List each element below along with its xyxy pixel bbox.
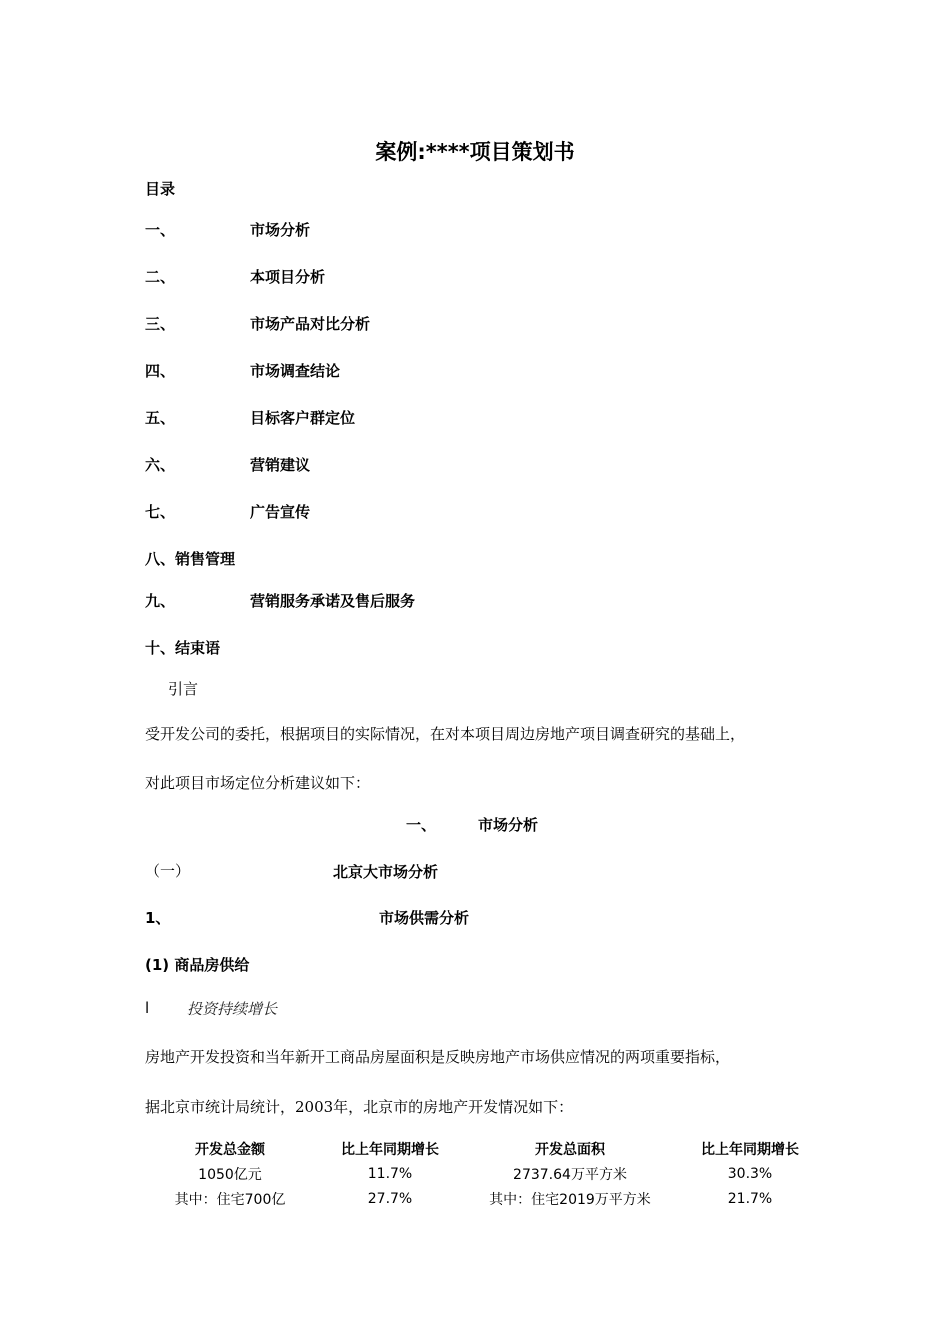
table-cell: 11.7%: [367, 1165, 413, 1182]
toc-item-num: 九、: [145, 592, 176, 610]
table-row: [145, 1161, 825, 1186]
toc-item-text: 目标客户群定位: [250, 409, 356, 427]
bullet-mark: l: [145, 999, 150, 1017]
table-cell: 其中：住宅2019万平方米: [489, 1191, 651, 1208]
document-title: 案例:****项目策划书: [375, 140, 575, 164]
toc-item-num: 三、: [145, 315, 176, 333]
table-cell: 27.7%: [367, 1190, 413, 1207]
table-header-cell: 比上年同期增长: [341, 1141, 439, 1158]
toc-item-text: 市场产品对比分析: [250, 315, 371, 333]
toc-item-text: 营销服务承诺及售后服务: [250, 592, 416, 610]
body-paragraph-line: 房地产开发投资和当年新开工商品房屋面积是反映房地产市场供应情况的两项重要指标，: [145, 1048, 731, 1066]
table-cell: 2737.64万平方米: [513, 1166, 627, 1183]
subsubsection-number: 1、: [145, 909, 171, 927]
table-row: [145, 1186, 825, 1211]
table-header-row: [145, 1136, 825, 1161]
toc-item-num: 五、: [145, 409, 176, 427]
intro-heading: 引言: [168, 680, 199, 698]
subsection-number: （一）: [145, 862, 191, 880]
toc-item-text: 营销建议: [250, 456, 311, 474]
toc-item-num: 一、: [145, 221, 176, 239]
table-cell: 1050亿元: [198, 1166, 262, 1183]
development-stats-table: [145, 1136, 825, 1211]
toc-item-text: 本项目分析: [250, 268, 326, 286]
toc-heading: 目录: [145, 180, 176, 198]
table-header-cell: 比上年同期增长: [701, 1141, 799, 1158]
toc-item-text: 市场分析: [250, 221, 311, 239]
table-cell: 其中：住宅700亿: [174, 1191, 286, 1208]
toc-item-num: 七、: [145, 503, 176, 521]
toc-item-num: 四、: [145, 362, 176, 380]
toc-item-full: 八、销售管理: [145, 550, 236, 568]
table-header-cell: 开发总面积: [535, 1141, 605, 1158]
intro-paragraph-line: 对此项目市场定位分析建议如下：: [145, 774, 371, 792]
toc-item-num: 六、: [145, 456, 176, 474]
toc-item-text: 广告宣传: [250, 503, 311, 521]
bullet-text: 投资持续增长: [187, 1000, 278, 1018]
section-title: 市场分析: [478, 816, 539, 834]
subsection-title: 北京大市场分析: [333, 863, 439, 881]
body-paragraph-line: 据北京市统计局统计，2003年，北京市的房地产开发情况如下：: [145, 1098, 574, 1116]
toc-item-num: 二、: [145, 268, 176, 286]
intro-paragraph-line: 受开发公司的委托，根据项目的实际情况，在对本项目周边房地产项目调查研究的基础上，: [145, 725, 746, 743]
heading-commercial-housing-supply: (1) 商品房供给: [145, 956, 250, 974]
table-cell: 30.3%: [727, 1165, 773, 1182]
table-header-cell: 开发总金额: [195, 1141, 265, 1158]
section-number: 一、: [406, 816, 437, 834]
toc-item-full: 十、结束语: [145, 639, 221, 657]
table-cell: 21.7%: [727, 1190, 773, 1207]
toc-item-text: 市场调查结论: [250, 362, 341, 380]
subsubsection-title: 市场供需分析: [379, 909, 470, 927]
